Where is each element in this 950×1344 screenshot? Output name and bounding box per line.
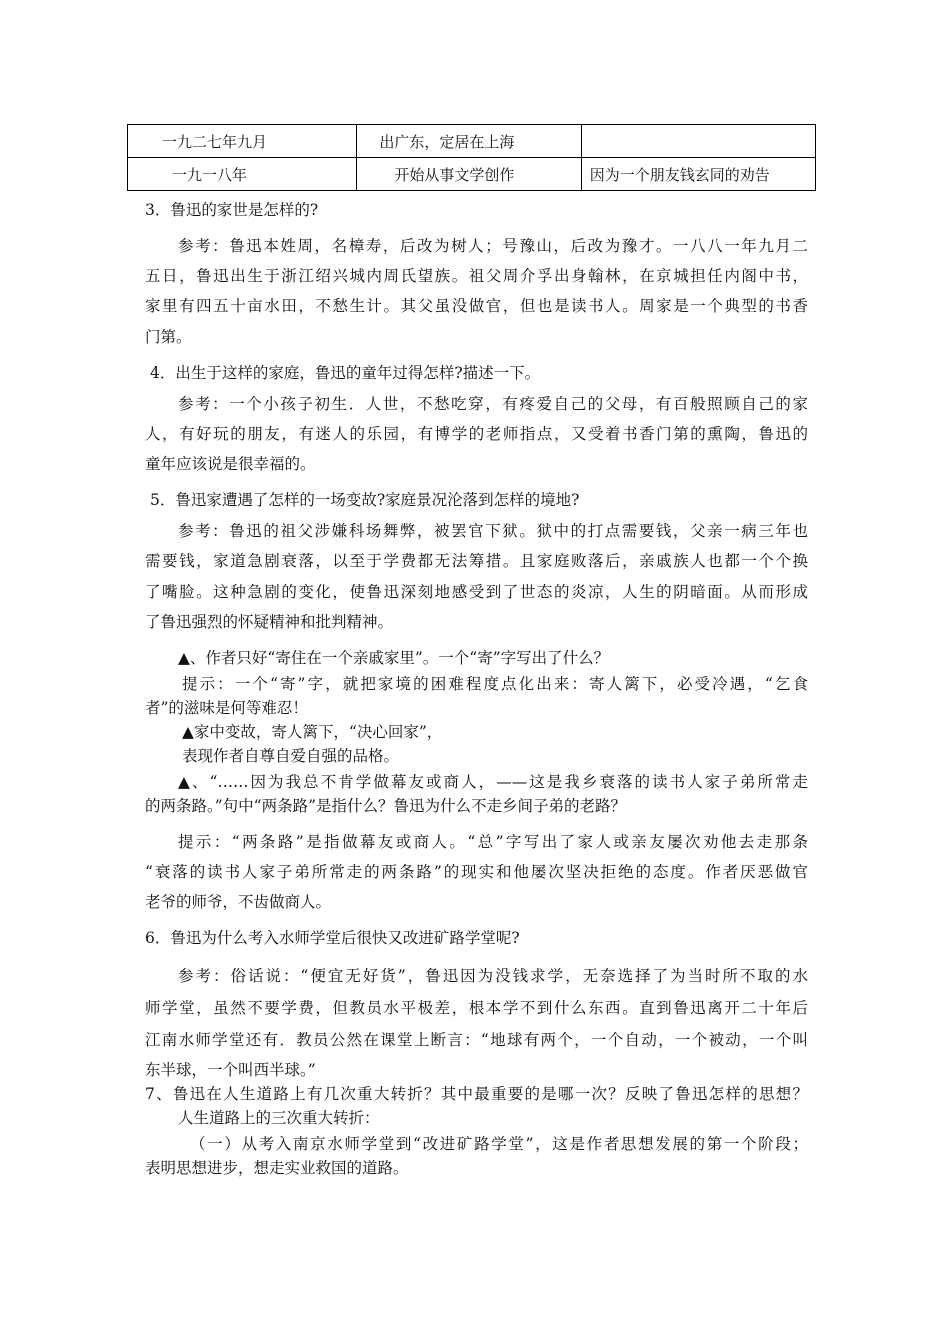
table-cell: [128, 158, 357, 191]
note-line: 者”的滋味是何等难忍！: [145, 699, 308, 717]
note-line: ▲家中变故，寄人篱下，“决心回家”，: [182, 723, 443, 741]
question-6: 6．鲁迅为什么考入水师学堂后很快又改进矿路学堂呢?: [145, 929, 520, 947]
cell-text: 出广东，定居在上海: [379, 132, 515, 151]
paragraph-line: 参考：俗话说：“便宜无好货”，鲁迅因为没钱求学，无奈选择了为当时所不取的水: [178, 967, 808, 985]
table-cell: [357, 125, 581, 158]
cell-text: 开始从事文学创作: [394, 165, 515, 184]
paragraph-line: 提示：“两条路”是指做幕友或商人。“总”字写出了家人或亲友屡次劝他去走那条: [178, 833, 808, 851]
question-4: 4．出生于这样的家庭，鲁迅的童年过得怎样?描述一下。: [150, 364, 541, 382]
cell-text: 一九一八年: [172, 165, 248, 184]
paragraph-line: 家里有四五十亩水田，不愁生计。其父虽没做官，但也是读书人。周家是一个典型的书香: [145, 297, 808, 315]
paragraph-line: 参考：鲁迅的祖父涉嫌科场舞弊，被罢官下狱。狱中的打点需要钱，父亲一病三年也: [178, 522, 808, 540]
table-cell: [581, 125, 815, 158]
question-3: 3．鲁迅的家世是怎样的?: [145, 201, 319, 219]
paragraph-line: 童年应该说是很幸福的。: [145, 455, 316, 473]
paragraph-line: 参考：鲁迅本姓周，名樟寿，后改为树人；号豫山，后改为豫才。一八八一年九月二: [178, 237, 808, 255]
question-5: 5．鲁迅家遭遇了怎样的一场变故?家庭景况沦落到怎样的境地?: [150, 491, 580, 509]
cell-text: 因为一个朋友钱玄同的劝告: [589, 165, 770, 184]
table-row: [128, 158, 816, 191]
paragraph-line: 东半球，一个叫西半球。”: [145, 1061, 316, 1079]
paragraph-line: 了鲁迅强烈的怀疑精神和批判精神。: [145, 613, 394, 631]
table-row: [128, 125, 816, 158]
paragraph-line: 人，有好玩的朋友，有迷人的乐园，有博学的老师指点，又受着书香门第的熏陶，鲁迅的: [145, 425, 808, 443]
paragraph-line: （一）从考入南京水师学堂到“改进矿路学堂”，这是作者思想发展的第一个阶段；: [190, 1135, 808, 1153]
table-cell: [128, 125, 357, 158]
paragraph-line: 了嘴脸。这种急剧的变化，使鲁迅深刻地感受到了世态的炎凉，人生的阴暗面。从而形成: [145, 583, 808, 601]
paragraph-line: 参考：一个小孩子初生．人世，不愁吃穿，有疼爱自己的父母，有百般照顾自己的家: [178, 395, 808, 413]
note-line: 的两条路。”句中“两条路”是指什么？鲁迅为什么不走乡间子弟的老路？: [145, 797, 627, 815]
timeline-table: [127, 124, 816, 191]
paragraph-line: “衰落的读书人家子弟所常走的两条路”的现实和他屡次坚决拒绝的态度。作者厌恶做官: [145, 863, 808, 881]
paragraph-line: 人生道路上的三次重大转折：: [178, 1109, 380, 1127]
paragraph-line: 师学堂，虽然不要学费，但教员水平极差，根本学不到什么东西。直到鲁迅离开二十年后: [145, 999, 808, 1017]
cell-text: 一九二七年九月: [162, 132, 268, 151]
paragraph-line: 老爷的师爷，不齿做商人。: [145, 893, 332, 911]
table-cell: [357, 158, 581, 191]
paragraph-line: 江南水师学堂还有．教员公然在课堂上断言：“地球有两个，一个自动，一个被动，一个叫: [145, 1031, 808, 1049]
table-cell: [581, 158, 815, 191]
paragraph-line: 门第。: [145, 328, 192, 346]
note-line: 表现作者自尊自爱自强的品格。: [182, 747, 400, 765]
note-line: ▲、“……因为我总不肯学做幕友或商人，——这是我乡衰落的读书人家子弟所常走: [178, 773, 808, 791]
question-7: 7、鲁迅在人生道路上有几次重大转折？其中最重要的是哪一次？反映了鲁迅怎样的思想？: [145, 1085, 808, 1103]
note-line: ▲、作者只好“寄住在一个亲戚家里”。一个“寄”字写出了什么？: [178, 649, 610, 667]
note-line: 提示：一个“寄”字，就把家境的困难程度点化出来：寄人篱下，必受冷遇，“乞食: [182, 675, 808, 693]
paragraph-line: 表明思想进步，想走实业救国的道路。: [145, 1159, 409, 1177]
paragraph-line: 需要钱，家道急剧衰落，以至于学费都无法筹措。且家庭败落后，亲戚族人也都一个个换: [145, 552, 808, 570]
paragraph-line: 五日，鲁迅出生于浙江绍兴城内周氏望族。祖父周介孚出身翰林，在京城担任内阁中书，: [145, 267, 808, 285]
